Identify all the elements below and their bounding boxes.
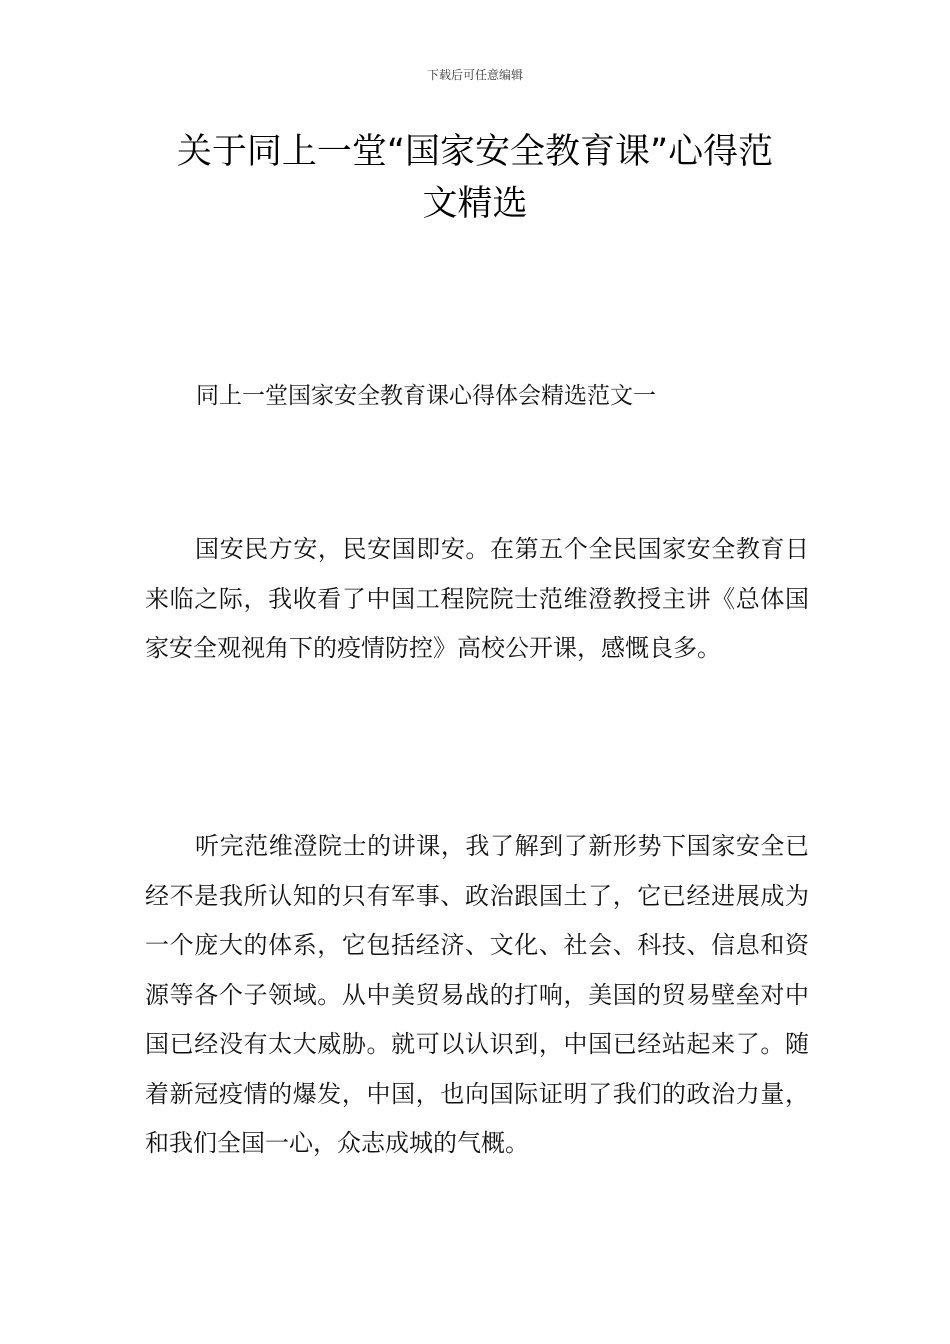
header-note: 下载后可任意编辑 [426,68,523,82]
document-title-line-2: 文精选 [422,184,528,224]
body-paragraph-2: 听完范维澄院士的讲课，我了解到了新形势下国家安全已经不是我所认知的只有军事、政治跟国土了，它已经进展成为一个庞大的体系，它包括经济、文化、社会、科技、信息和资源等各个子领域。从中美贸易战的打响，美国的贸易壁垒对中国已经没有太大威胁。就可以认识到，中国已经站起来了。随着新冠疫情的爆发，中国，也向国际证明了我们的政治力量，和我们全国一心，众志成城的气概。 [145,832,809,1157]
document-title-line-1: 关于同上一堂“国家安全教育课”心得范 [176,132,774,172]
body-paragraph-1: 国安民方安，民安国即安。在第五个全民国家安全教育日来临之际，我收看了中国工程院院士范维澄教授主讲《总体国家安全观视角下的疫情防控》高校公开课，感慨良多。 [145,535,809,662]
document-title [100,126,850,230]
section-heading: 同上一堂国家安全教育课心得体会精选范文一 [196,383,656,409]
